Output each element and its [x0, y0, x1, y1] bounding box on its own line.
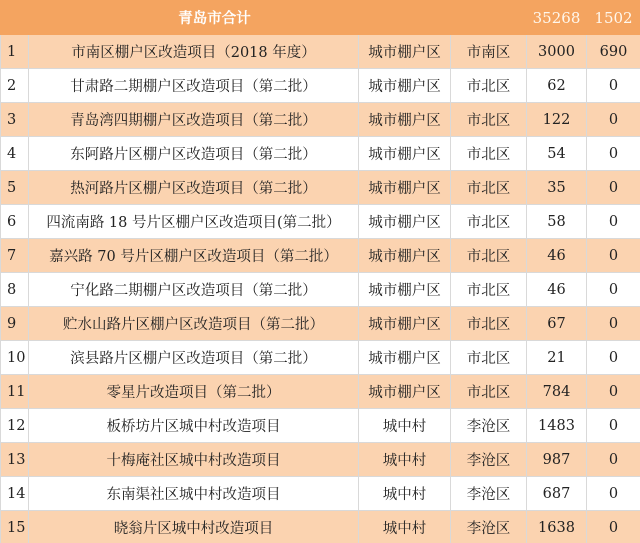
row-index: 6 — [1, 205, 29, 239]
project-name: 东南渠社区城中村改造项目 — [29, 477, 359, 511]
row-index: 15 — [1, 511, 29, 543]
table-row — [1, 239, 640, 273]
district: 李沧区 — [451, 409, 527, 443]
table-row — [1, 307, 640, 341]
project-name: 热河路片区棚户区改造项目（第二批） — [29, 171, 359, 205]
project-name: 贮水山路片区棚户区改造项目（第二批） — [29, 307, 359, 341]
value-b: 0 — [587, 511, 640, 543]
project-type: 城市棚户区 — [359, 137, 451, 171]
district: 市北区 — [451, 171, 527, 205]
project-type: 城市棚户区 — [359, 239, 451, 273]
project-type: 城中村 — [359, 511, 451, 543]
project-name: 晓翁片区城中村改造项目 — [29, 511, 359, 543]
value-a: 987 — [527, 443, 587, 477]
table-row — [1, 443, 640, 477]
district: 李沧区 — [451, 511, 527, 543]
project-type: 城市棚户区 — [359, 273, 451, 307]
district: 市北区 — [451, 137, 527, 171]
row-index: 4 — [1, 137, 29, 171]
district: 市北区 — [451, 69, 527, 103]
district: 市北区 — [451, 307, 527, 341]
row-index: 3 — [1, 103, 29, 137]
table-row — [1, 205, 640, 239]
table-row — [1, 511, 640, 543]
project-name: 宁化路二期棚户区改造项目（第二批） — [29, 273, 359, 307]
row-index: 9 — [1, 307, 29, 341]
value-a: 35 — [527, 171, 587, 205]
value-b: 0 — [587, 443, 640, 477]
value-b: 0 — [587, 273, 640, 307]
project-type: 城市棚户区 — [359, 375, 451, 409]
project-type: 城中村 — [359, 477, 451, 511]
project-type: 城市棚户区 — [359, 35, 451, 69]
table-row — [1, 35, 640, 69]
district: 市北区 — [451, 341, 527, 375]
value-a: 1638 — [527, 511, 587, 543]
value-a: 3000 — [527, 35, 587, 69]
value-b: 0 — [587, 69, 640, 103]
value-a: 122 — [527, 103, 587, 137]
value-a: 54 — [527, 137, 587, 171]
district: 市北区 — [451, 205, 527, 239]
total-row — [1, 1, 640, 35]
project-name: 甘肃路二期棚户区改造项目（第二批） — [29, 69, 359, 103]
district: 李沧区 — [451, 477, 527, 511]
table-row — [1, 477, 640, 511]
project-type: 城中村 — [359, 409, 451, 443]
table-row — [1, 409, 640, 443]
value-b: 690 — [587, 35, 640, 69]
project-name: 嘉兴路 70 号片区棚户区改造项目（第二批） — [29, 239, 359, 273]
table-row — [1, 103, 640, 137]
district: 市北区 — [451, 239, 527, 273]
value-b: 0 — [587, 137, 640, 171]
project-type: 城市棚户区 — [359, 69, 451, 103]
project-name: 板桥坊片区城中村改造项目 — [29, 409, 359, 443]
row-index: 11 — [1, 375, 29, 409]
value-b: 0 — [587, 477, 640, 511]
value-a: 1483 — [527, 409, 587, 443]
project-name: 青岛湾四期棚户区改造项目（第二批） — [29, 103, 359, 137]
value-a: 46 — [527, 273, 587, 307]
value-a: 46 — [527, 239, 587, 273]
table-row — [1, 171, 640, 205]
project-type: 城市棚户区 — [359, 341, 451, 375]
row-index: 10 — [1, 341, 29, 375]
project-type: 城中村 — [359, 443, 451, 477]
value-b: 0 — [587, 409, 640, 443]
value-b: 0 — [587, 205, 640, 239]
row-index: 2 — [1, 69, 29, 103]
value-b: 0 — [587, 239, 640, 273]
total-title: 青岛市合计 — [1, 1, 359, 35]
value-a: 21 — [527, 341, 587, 375]
project-name: 四流南路 18 号片区棚户区改造项目(第二批） — [29, 205, 359, 239]
value-a: 687 — [527, 477, 587, 511]
total-b: 1502 — [587, 1, 640, 35]
project-type: 城市棚户区 — [359, 307, 451, 341]
project-name: 东阿路片区棚户区改造项目（第二批） — [29, 137, 359, 171]
value-b: 0 — [587, 375, 640, 409]
project-type: 城市棚户区 — [359, 103, 451, 137]
project-name: 市南区棚户区改造项目（2018 年度） — [29, 35, 359, 69]
row-index: 1 — [1, 35, 29, 69]
table-row — [1, 341, 640, 375]
district: 市南区 — [451, 35, 527, 69]
table-row — [1, 273, 640, 307]
district: 市北区 — [451, 375, 527, 409]
district: 李沧区 — [451, 443, 527, 477]
value-a: 67 — [527, 307, 587, 341]
project-name: 滨县路片区棚户区改造项目（第二批） — [29, 341, 359, 375]
row-index: 14 — [1, 477, 29, 511]
total-a: 35268 — [527, 1, 587, 35]
value-a: 58 — [527, 205, 587, 239]
row-index: 13 — [1, 443, 29, 477]
row-index: 8 — [1, 273, 29, 307]
row-index: 7 — [1, 239, 29, 273]
value-a: 62 — [527, 69, 587, 103]
value-b: 0 — [587, 171, 640, 205]
project-name: 零星片改造项目（第二批） — [29, 375, 359, 409]
value-a: 784 — [527, 375, 587, 409]
row-index: 5 — [1, 171, 29, 205]
value-b: 0 — [587, 341, 640, 375]
project-type: 城市棚户区 — [359, 205, 451, 239]
table-row — [1, 69, 640, 103]
district: 市北区 — [451, 103, 527, 137]
value-b: 0 — [587, 307, 640, 341]
district: 市北区 — [451, 273, 527, 307]
project-name: 十梅庵社区城中村改造项目 — [29, 443, 359, 477]
row-index: 12 — [1, 409, 29, 443]
total-blank-district — [451, 1, 527, 35]
table-row — [1, 375, 640, 409]
table-row — [1, 137, 640, 171]
total-blank-type — [359, 1, 451, 35]
value-b: 0 — [587, 103, 640, 137]
project-type: 城市棚户区 — [359, 171, 451, 205]
